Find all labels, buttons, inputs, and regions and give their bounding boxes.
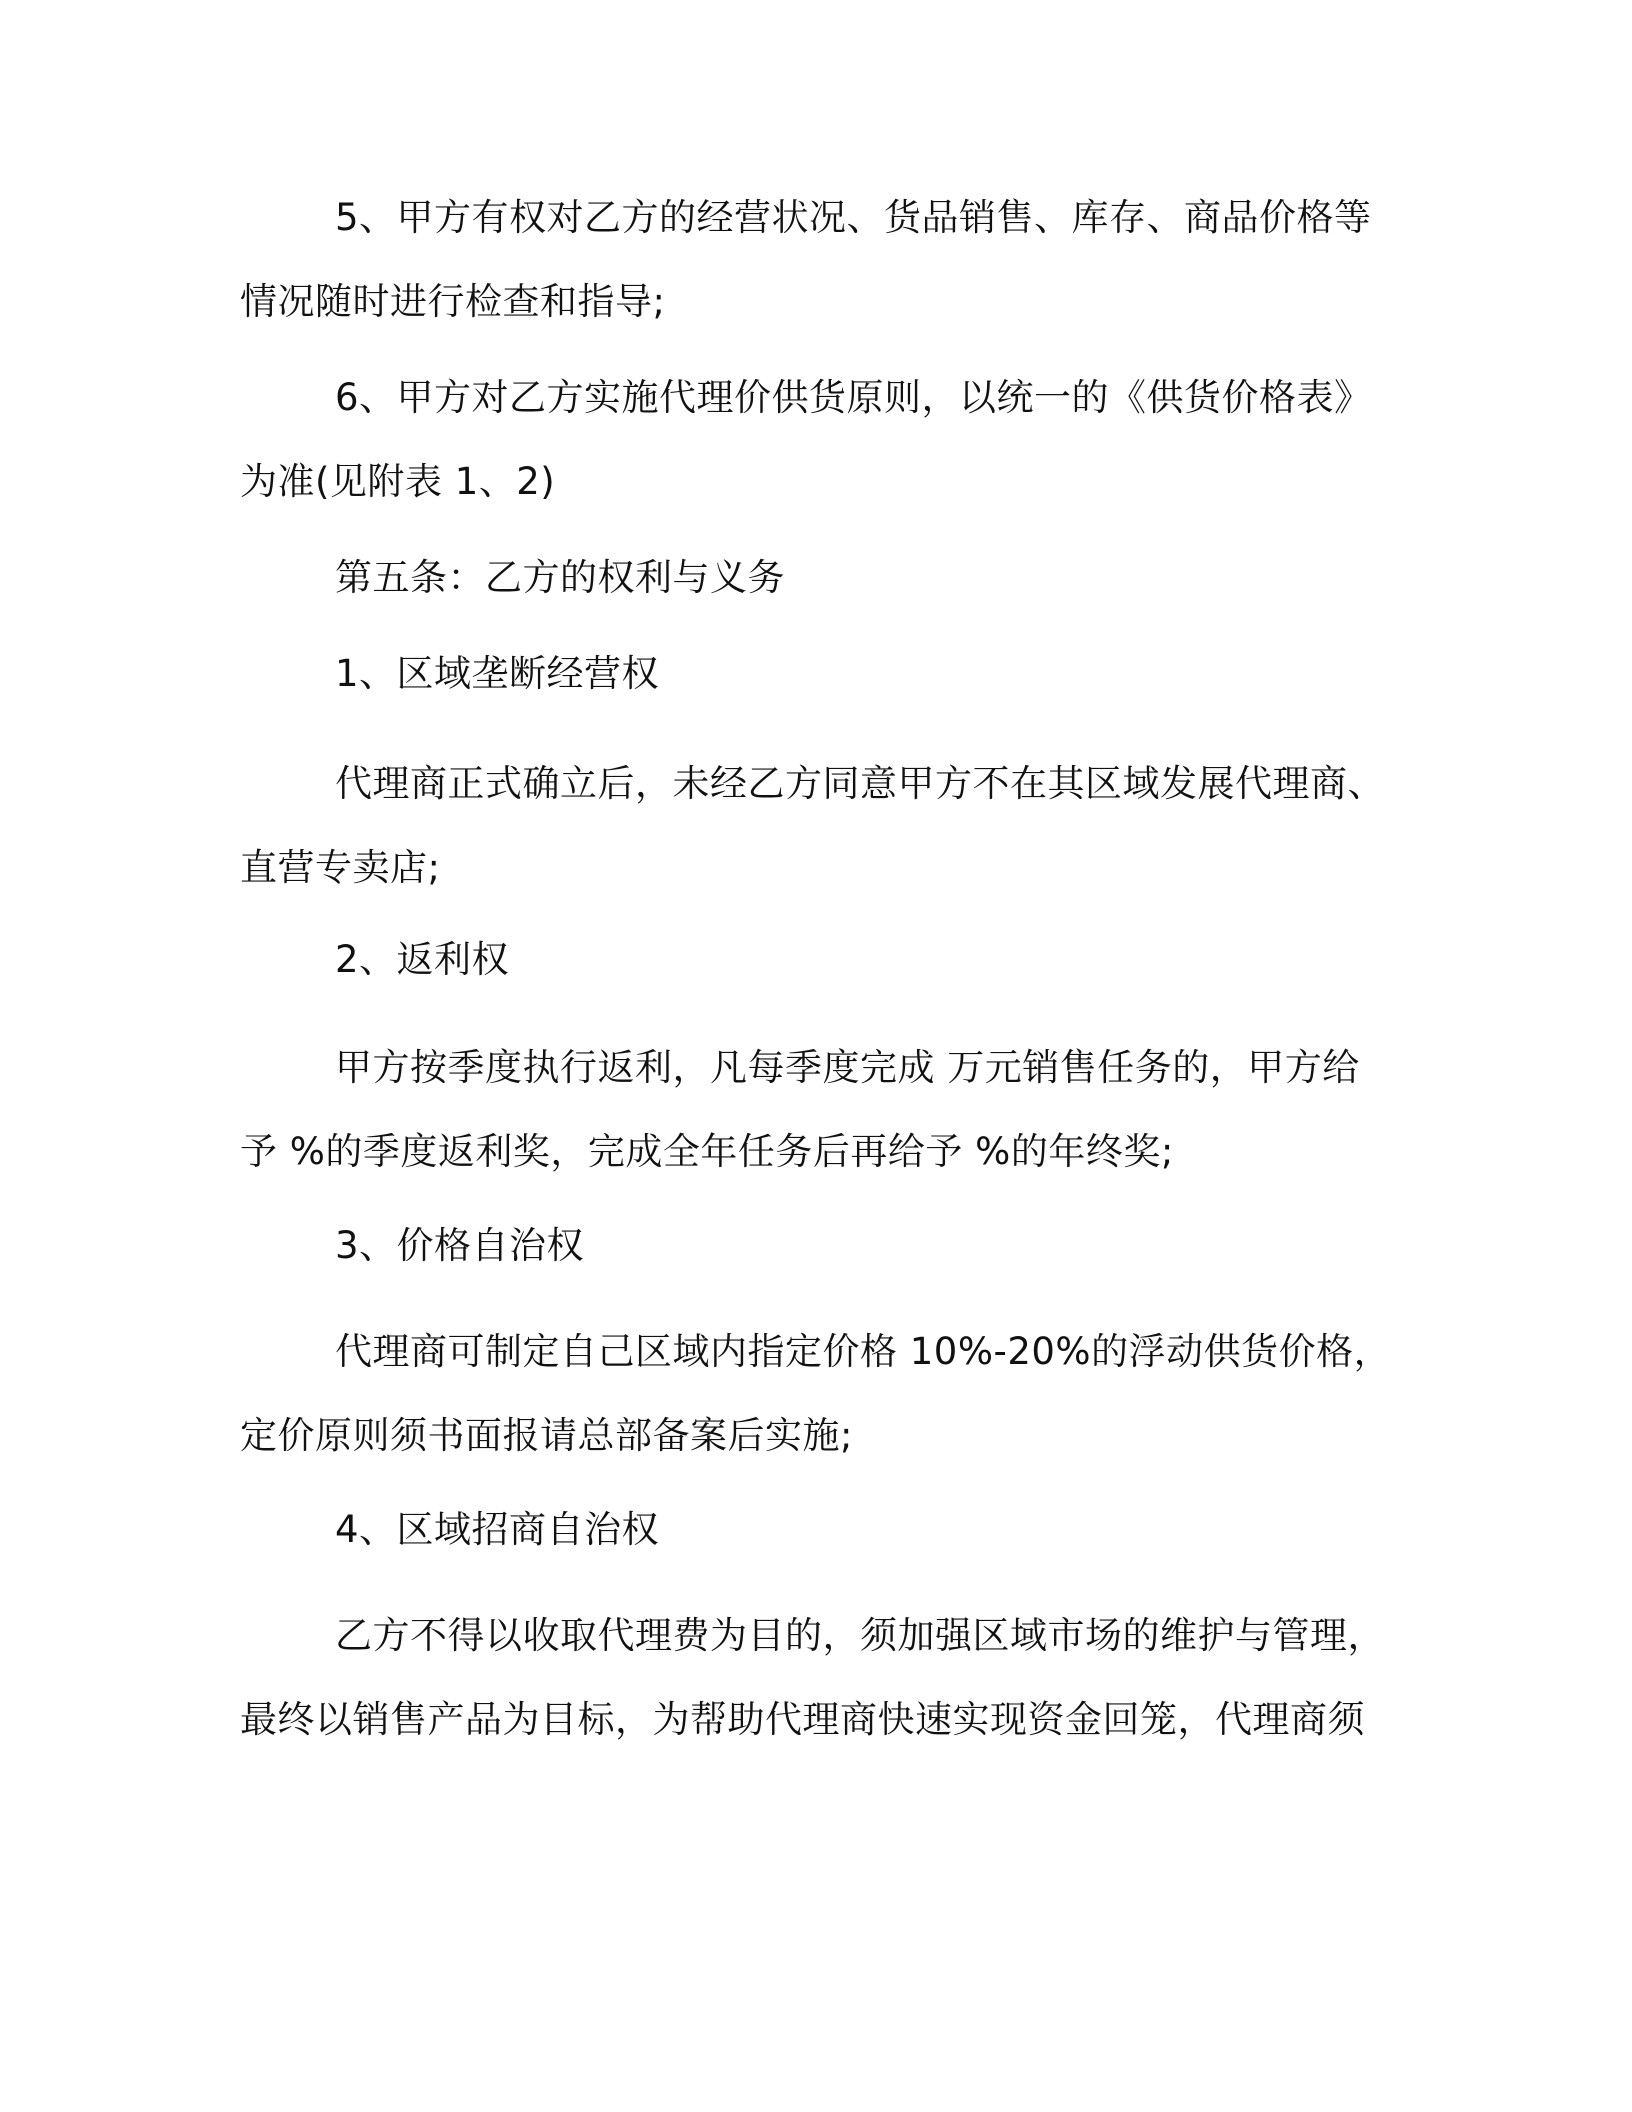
text-line: 3、价格自治权 — [335, 1224, 585, 1267]
paragraph-clause-5 — [240, 176, 1372, 344]
text-line: 甲方按季度执行返利，凡每季度完成 万元销售任务的，甲方给 — [335, 1046, 1360, 1089]
subheading-price-autonomy — [240, 1204, 1365, 1288]
text-line: 予 %的季度返利奖，完成全年任务后再给予 %的年终奖; — [240, 1130, 1174, 1173]
text-line: 6、甲方对乙方实施代理价供货原则，以统一的《供货价格表》 — [335, 376, 1372, 419]
text-line: 2、返利权 — [335, 938, 510, 981]
text-line: 最终以销售产品为目标，为帮助代理商快速实现资金回笼，代理商须 — [240, 1698, 1365, 1741]
text-line: 5、甲方有权对乙方的经营状况、货品销售、库存、商品价格等 — [335, 196, 1372, 239]
text-line: 直营专卖店; — [240, 846, 441, 889]
text-line: 乙方不得以收取代理费为目的，须加强区域市场的维护与管理， — [335, 1614, 1385, 1657]
text-line: 代理商可制定自己区域内指定价格 10%-20%的浮动供货价格， — [335, 1330, 1392, 1373]
text-line: 情况随时进行检查和指导; — [240, 280, 666, 323]
text-line: 为准(见附表 1、2) — [240, 460, 556, 503]
paragraph-regional-monopoly — [240, 742, 1385, 910]
paragraph-recruitment-autonomy — [240, 1594, 1385, 1762]
paragraph-price-autonomy — [240, 1310, 1392, 1478]
section-heading-article-5 — [240, 536, 1365, 620]
text-line: 定价原则须书面报请总部备案后实施; — [240, 1414, 853, 1457]
text-line: 4、区域招商自治权 — [335, 1508, 660, 1551]
subheading-recruitment-autonomy — [240, 1488, 1365, 1572]
subheading-rebate — [240, 918, 1365, 1002]
text-line: 代理商正式确立后，未经乙方同意甲方不在其区域发展代理商、 — [335, 762, 1385, 805]
text-line: 1、区域垄断经营权 — [335, 652, 660, 695]
subheading-regional-monopoly — [240, 632, 1365, 716]
paragraph-clause-6 — [240, 356, 1372, 524]
text-line: 第五条：乙方的权利与义务 — [335, 556, 785, 599]
paragraph-rebate — [240, 1026, 1365, 1194]
